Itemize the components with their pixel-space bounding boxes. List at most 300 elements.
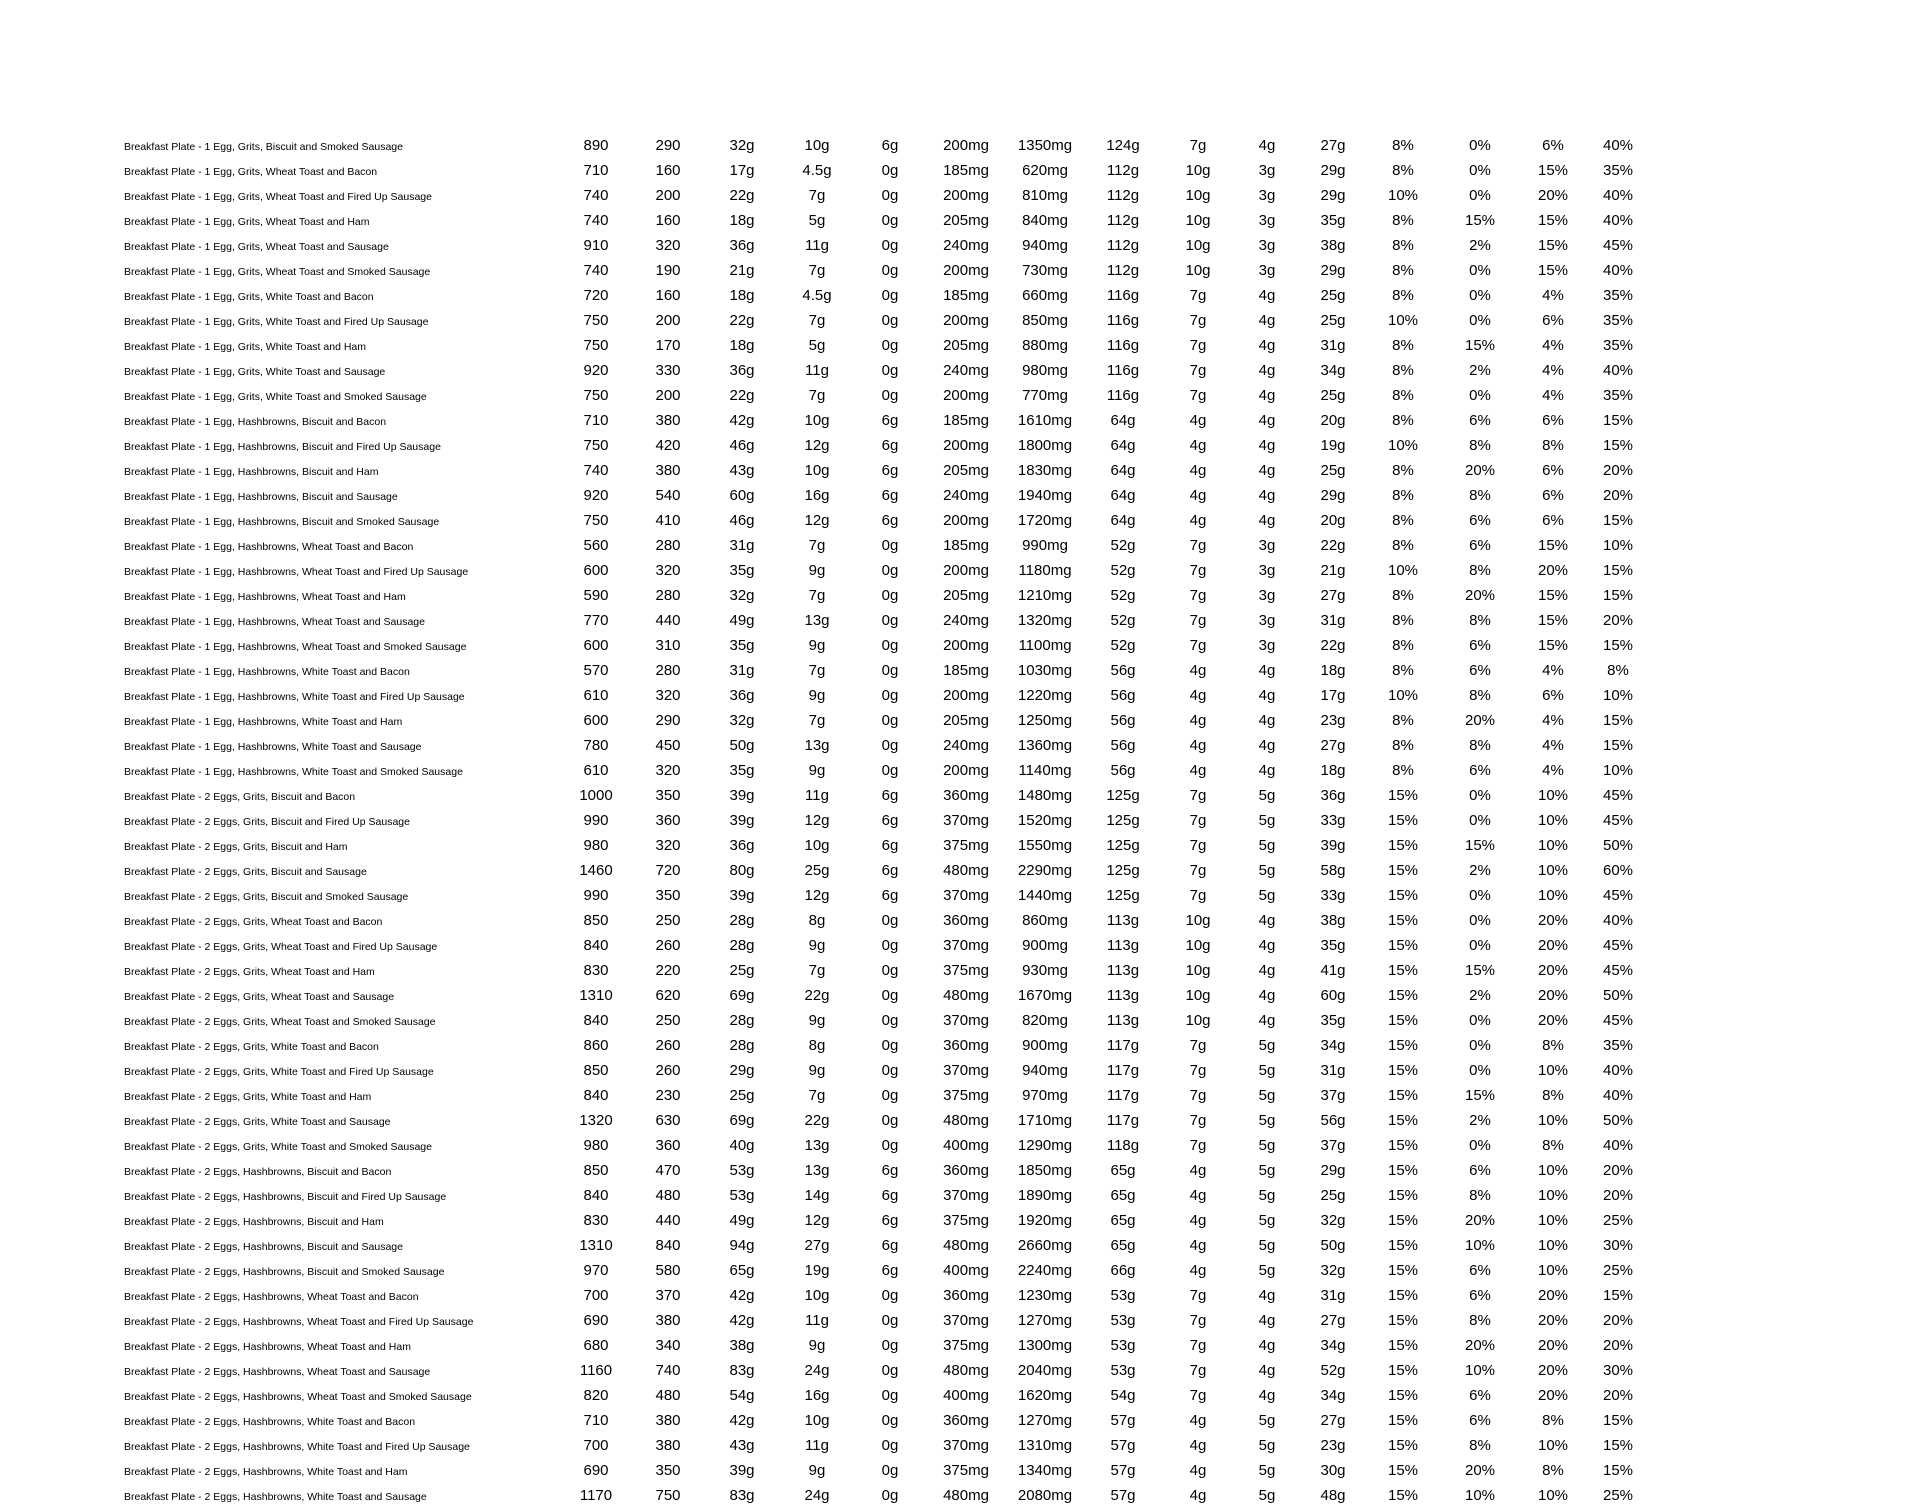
vitamin-c-cell: 2% [1469,986,1491,1004]
fiber-cell: 10g [1185,936,1211,954]
vitamin-a-cell: 15% [1387,1286,1419,1304]
trans-fat-cell: 6g [881,836,899,854]
iron-cell: 40% [1602,136,1634,154]
total-fat-cell: 21g [729,261,755,279]
trans-fat-cell: 6g [881,511,899,529]
vitamin-a-cell: 15% [1387,861,1419,879]
saturated-fat-cell: 10g [804,836,830,854]
iron-cell: 40% [1602,1136,1634,1154]
sugars-cell: 4g [1258,136,1276,154]
trans-fat-cell: 0g [881,1286,899,1304]
cholesterol-cell: 200mg [943,511,989,529]
saturated-fat-cell: 7g [808,386,826,404]
fiber-cell: 7g [1189,561,1207,579]
fiber-cell: 7g [1189,311,1207,329]
fiber-cell: 7g [1189,1386,1207,1404]
fiber-cell: 7g [1189,836,1207,854]
fiber-cell: 4g [1189,761,1207,779]
fat-calories-cell: 380 [655,461,681,479]
saturated-fat-cell: 12g [804,811,830,829]
table-row [124,458,1650,483]
total-fat-cell: 32g [729,136,755,154]
calcium-cell: 15% [1537,161,1569,179]
saturated-fat-cell: 10g [804,461,830,479]
carbohydrates-cell: 113g [1106,986,1140,1004]
sodium-cell: 1830mg [1017,461,1073,479]
item-name-cell: Breakfast Plate - 1 Egg, Hashbrowns, Biscuit and Sausage [124,491,398,503]
sodium-cell: 1720mg [1017,511,1073,529]
cholesterol-cell: 480mg [943,986,989,1004]
sugars-cell: 5g [1258,1186,1276,1204]
sodium-cell: 1520mg [1017,811,1073,829]
table-row [124,1033,1650,1058]
iron-cell: 15% [1602,736,1634,754]
vitamin-a-cell: 10% [1387,561,1419,579]
cholesterol-cell: 240mg [943,611,989,629]
sodium-cell: 1890mg [1017,1186,1073,1204]
sugars-cell: 3g [1258,236,1276,254]
calories-cell: 770 [583,611,609,629]
protein-cell: 56g [1320,1111,1346,1129]
fiber-cell: 4g [1189,1186,1207,1204]
iron-cell: 15% [1602,586,1634,604]
sugars-cell: 4g [1258,711,1276,729]
total-fat-cell: 35g [729,761,755,779]
item-name-cell: Breakfast Plate - 2 Eggs, Grits, Biscuit and Bacon [124,791,356,803]
fat-calories-cell: 360 [655,811,681,829]
fiber-cell: 7g [1189,586,1207,604]
table-row [124,808,1650,833]
table-row [124,1458,1650,1483]
sodium-cell: 860mg [1022,911,1068,929]
cholesterol-cell: 360mg [943,1286,989,1304]
calcium-cell: 4% [1542,286,1564,304]
fiber-cell: 7g [1189,386,1207,404]
trans-fat-cell: 6g [881,786,899,804]
vitamin-a-cell: 8% [1392,211,1414,229]
fiber-cell: 4g [1189,436,1207,454]
vitamin-a-cell: 15% [1387,1086,1419,1104]
sodium-cell: 1440mg [1017,886,1073,904]
calcium-cell: 4% [1542,336,1564,354]
saturated-fat-cell: 5g [808,336,826,354]
calories-cell: 890 [583,136,609,154]
protein-cell: 29g [1320,1161,1346,1179]
table-row [124,933,1650,958]
vitamin-c-cell: 10% [1464,1361,1496,1379]
vitamin-a-cell: 10% [1387,186,1419,204]
cholesterol-cell: 200mg [943,636,989,654]
calories-cell: 740 [583,186,609,204]
saturated-fat-cell: 5g [808,211,826,229]
carbohydrates-cell: 56g [1110,761,1136,779]
fat-calories-cell: 290 [655,136,681,154]
calcium-cell: 6% [1542,411,1564,429]
table-row [124,258,1650,283]
fat-calories-cell: 160 [655,286,681,304]
protein-cell: 29g [1320,261,1346,279]
cholesterol-cell: 200mg [943,311,989,329]
vitamin-a-cell: 15% [1387,986,1419,1004]
iron-cell: 40% [1602,911,1634,929]
cholesterol-cell: 480mg [943,1361,989,1379]
sugars-cell: 3g [1258,636,1276,654]
fat-calories-cell: 380 [655,1436,681,1454]
saturated-fat-cell: 11g [805,361,829,379]
calcium-cell: 15% [1537,611,1569,629]
sodium-cell: 980mg [1022,361,1068,379]
cholesterol-cell: 360mg [943,1036,989,1054]
calories-cell: 860 [583,1036,609,1054]
fat-calories-cell: 200 [655,311,681,329]
calcium-cell: 4% [1542,361,1564,379]
fiber-cell: 4g [1189,1261,1207,1279]
trans-fat-cell: 6g [881,486,899,504]
sugars-cell: 4g [1258,936,1276,954]
trans-fat-cell: 0g [881,736,899,754]
carbohydrates-cell: 116g [1106,336,1140,354]
calcium-cell: 10% [1537,861,1569,879]
carbohydrates-cell: 53g [1110,1286,1136,1304]
saturated-fat-cell: 7g [808,711,826,729]
calcium-cell: 20% [1537,1011,1569,1029]
sugars-cell: 4g [1258,511,1276,529]
calories-cell: 710 [583,411,609,429]
sugars-cell: 4g [1258,361,1276,379]
table-row [124,408,1650,433]
sugars-cell: 4g [1258,961,1276,979]
trans-fat-cell: 6g [881,1211,899,1229]
iron-cell: 40% [1602,261,1634,279]
fiber-cell: 4g [1189,1236,1207,1254]
saturated-fat-cell: 7g [808,261,826,279]
calcium-cell: 10% [1537,886,1569,904]
carbohydrates-cell: 52g [1110,586,1136,604]
vitamin-a-cell: 15% [1387,911,1419,929]
total-fat-cell: 53g [729,1161,755,1179]
vitamin-c-cell: 0% [1469,1061,1491,1079]
sugars-cell: 4g [1258,911,1276,929]
iron-cell: 40% [1602,211,1634,229]
carbohydrates-cell: 117g [1106,1036,1140,1054]
iron-cell: 30% [1602,1361,1634,1379]
iron-cell: 8% [1607,661,1629,679]
fiber-cell: 10g [1185,986,1211,1004]
vitamin-a-cell: 8% [1392,286,1414,304]
protein-cell: 23g [1320,711,1346,729]
iron-cell: 45% [1602,936,1634,954]
carbohydrates-cell: 117g [1106,1111,1140,1129]
sodium-cell: 1300mg [1017,1336,1073,1354]
calcium-cell: 20% [1537,1311,1569,1329]
vitamin-c-cell: 8% [1469,1436,1491,1454]
sodium-cell: 2660mg [1017,1236,1073,1254]
vitamin-c-cell: 6% [1469,511,1491,529]
table-row [124,1383,1650,1408]
trans-fat-cell: 6g [881,461,899,479]
calcium-cell: 15% [1537,636,1569,654]
iron-cell: 25% [1602,1261,1634,1279]
table-row [124,1008,1650,1033]
vitamin-c-cell: 6% [1469,1261,1491,1279]
table-row [124,1283,1650,1308]
vitamin-c-cell: 0% [1469,1036,1491,1054]
fat-calories-cell: 720 [655,861,681,879]
vitamin-c-cell: 8% [1469,736,1491,754]
protein-cell: 38g [1320,911,1346,929]
saturated-fat-cell: 7g [808,536,826,554]
protein-cell: 18g [1320,761,1346,779]
calcium-cell: 4% [1542,661,1564,679]
item-name-cell: Breakfast Plate - 2 Eggs, Hashbrowns, Wheat Toast and Smoked Sausage [124,1391,472,1403]
saturated-fat-cell: 4.5g [802,161,832,179]
saturated-fat-cell: 14g [804,1186,830,1204]
vitamin-a-cell: 15% [1387,811,1419,829]
calcium-cell: 15% [1537,236,1569,254]
item-name-cell: Breakfast Plate - 2 Eggs, Grits, White Toast and Smoked Sausage [124,1141,432,1153]
total-fat-cell: 17g [729,161,755,179]
saturated-fat-cell: 10g [804,136,830,154]
fiber-cell: 4g [1189,736,1207,754]
cholesterol-cell: 370mg [943,1311,989,1329]
calories-cell: 980 [583,836,609,854]
protein-cell: 27g [1320,586,1346,604]
calories-cell: 840 [583,936,609,954]
sodium-cell: 1800mg [1017,436,1073,454]
total-fat-cell: 69g [729,986,755,1004]
saturated-fat-cell: 27g [804,1236,830,1254]
trans-fat-cell: 0g [881,186,899,204]
fat-calories-cell: 580 [655,1261,681,1279]
vitamin-a-cell: 15% [1387,1411,1419,1429]
total-fat-cell: 36g [729,236,755,254]
calories-cell: 600 [583,561,609,579]
trans-fat-cell: 0g [881,311,899,329]
iron-cell: 40% [1602,361,1634,379]
saturated-fat-cell: 9g [808,1061,826,1079]
carbohydrates-cell: 56g [1110,736,1136,754]
fat-calories-cell: 260 [655,1061,681,1079]
carbohydrates-cell: 112g [1106,236,1140,254]
vitamin-c-cell: 8% [1469,1311,1491,1329]
calories-cell: 820 [583,1386,609,1404]
protein-cell: 27g [1320,1411,1346,1429]
calories-cell: 600 [583,711,609,729]
calcium-cell: 10% [1537,811,1569,829]
iron-cell: 15% [1602,1461,1634,1479]
calcium-cell: 15% [1537,261,1569,279]
calcium-cell: 8% [1542,1461,1564,1479]
fat-calories-cell: 160 [655,211,681,229]
table-row [124,1483,1650,1508]
carbohydrates-cell: 64g [1110,461,1136,479]
table-row [124,1233,1650,1258]
calories-cell: 830 [583,961,609,979]
saturated-fat-cell: 9g [808,1336,826,1354]
cholesterol-cell: 375mg [943,1336,989,1354]
vitamin-a-cell: 8% [1392,761,1414,779]
item-name-cell: Breakfast Plate - 2 Eggs, Grits, Wheat Toast and Smoked Sausage [124,1016,436,1028]
vitamin-c-cell: 0% [1469,1011,1491,1029]
table-row [124,433,1650,458]
calories-cell: 850 [583,1061,609,1079]
sugars-cell: 4g [1258,1286,1276,1304]
table-row [124,183,1650,208]
iron-cell: 15% [1602,411,1634,429]
cholesterol-cell: 370mg [943,1061,989,1079]
sodium-cell: 1290mg [1017,1136,1073,1154]
protein-cell: 22g [1320,536,1346,554]
sugars-cell: 5g [1258,1261,1276,1279]
sugars-cell: 5g [1258,1211,1276,1229]
sodium-cell: 1310mg [1017,1436,1073,1454]
vitamin-c-cell: 0% [1469,136,1491,154]
vitamin-c-cell: 6% [1469,411,1491,429]
protein-cell: 32g [1320,1261,1346,1279]
carbohydrates-cell: 57g [1110,1461,1136,1479]
fat-calories-cell: 740 [655,1361,681,1379]
cholesterol-cell: 200mg [943,561,989,579]
saturated-fat-cell: 9g [808,1011,826,1029]
iron-cell: 45% [1602,886,1634,904]
item-name-cell: Breakfast Plate - 2 Eggs, Grits, White Toast and Fired Up Sausage [124,1066,434,1078]
item-name-cell: Breakfast Plate - 1 Egg, Grits, White Toast and Fired Up Sausage [124,316,429,328]
table-row [124,833,1650,858]
sodium-cell: 1480mg [1017,786,1073,804]
saturated-fat-cell: 11g [805,1311,829,1329]
sugars-cell: 4g [1258,1311,1276,1329]
cholesterol-cell: 360mg [943,1161,989,1179]
sodium-cell: 1620mg [1017,1386,1073,1404]
iron-cell: 60% [1602,861,1634,879]
fat-calories-cell: 320 [655,761,681,779]
saturated-fat-cell: 12g [804,511,830,529]
cholesterol-cell: 185mg [943,161,989,179]
table-row [124,308,1650,333]
vitamin-c-cell: 8% [1469,436,1491,454]
saturated-fat-cell: 7g [808,586,826,604]
cholesterol-cell: 200mg [943,761,989,779]
vitamin-c-cell: 0% [1469,886,1491,904]
table-row [124,1433,1650,1458]
saturated-fat-cell: 11g [805,236,829,254]
carbohydrates-cell: 124g [1106,136,1140,154]
fat-calories-cell: 340 [655,1336,681,1354]
fat-calories-cell: 440 [655,611,681,629]
total-fat-cell: 32g [729,586,755,604]
vitamin-a-cell: 8% [1392,386,1414,404]
calcium-cell: 20% [1537,961,1569,979]
sodium-cell: 2240mg [1017,1261,1073,1279]
fat-calories-cell: 200 [655,186,681,204]
sodium-cell: 1250mg [1017,711,1073,729]
calories-cell: 690 [583,1311,609,1329]
table-row [124,683,1650,708]
fiber-cell: 10g [1185,961,1211,979]
total-fat-cell: 83g [729,1486,755,1504]
fat-calories-cell: 320 [655,686,681,704]
cholesterol-cell: 370mg [943,811,989,829]
sodium-cell: 2040mg [1017,1361,1073,1379]
vitamin-a-cell: 15% [1387,1236,1419,1254]
fat-calories-cell: 370 [655,1286,681,1304]
item-name-cell: Breakfast Plate - 2 Eggs, Hashbrowns, White Toast and Sausage [124,1491,427,1503]
item-name-cell: Breakfast Plate - 2 Eggs, Hashbrowns, Wheat Toast and Ham [124,1341,411,1353]
fat-calories-cell: 280 [655,661,681,679]
sodium-cell: 1270mg [1017,1311,1073,1329]
saturated-fat-cell: 12g [804,436,830,454]
protein-cell: 31g [1320,336,1346,354]
protein-cell: 36g [1320,786,1346,804]
calories-cell: 710 [583,1411,609,1429]
calcium-cell: 6% [1542,136,1564,154]
protein-cell: 29g [1320,161,1346,179]
carbohydrates-cell: 113g [1106,936,1140,954]
fiber-cell: 4g [1189,661,1207,679]
table-row [124,283,1650,308]
fiber-cell: 7g [1189,861,1207,879]
sodium-cell: 1550mg [1017,836,1073,854]
vitamin-a-cell: 15% [1387,1311,1419,1329]
carbohydrates-cell: 65g [1110,1186,1136,1204]
table-row [124,758,1650,783]
item-name-cell: Breakfast Plate - 1 Egg, Hashbrowns, White Toast and Bacon [124,666,410,678]
table-row [124,1083,1650,1108]
calories-cell: 600 [583,636,609,654]
cholesterol-cell: 400mg [943,1261,989,1279]
total-fat-cell: 49g [729,611,755,629]
vitamin-c-cell: 0% [1469,936,1491,954]
calcium-cell: 10% [1537,1061,1569,1079]
carbohydrates-cell: 125g [1106,786,1140,804]
sugars-cell: 4g [1258,1336,1276,1354]
sugars-cell: 4g [1258,761,1276,779]
vitamin-c-cell: 2% [1469,1111,1491,1129]
iron-cell: 20% [1602,461,1634,479]
fat-calories-cell: 350 [655,886,681,904]
cholesterol-cell: 200mg [943,386,989,404]
trans-fat-cell: 0g [881,236,899,254]
total-fat-cell: 54g [729,1386,755,1404]
fat-calories-cell: 410 [655,511,681,529]
trans-fat-cell: 0g [881,1061,899,1079]
fiber-cell: 4g [1189,511,1207,529]
calcium-cell: 6% [1542,511,1564,529]
fiber-cell: 4g [1189,486,1207,504]
table-row [124,983,1650,1008]
carbohydrates-cell: 113g [1106,1011,1140,1029]
cholesterol-cell: 360mg [943,1411,989,1429]
total-fat-cell: 83g [729,1361,755,1379]
fat-calories-cell: 480 [655,1186,681,1204]
trans-fat-cell: 0g [881,536,899,554]
total-fat-cell: 39g [729,786,755,804]
fat-calories-cell: 220 [655,961,681,979]
vitamin-c-cell: 0% [1469,311,1491,329]
sugars-cell: 3g [1258,611,1276,629]
table-row [124,1408,1650,1433]
item-name-cell: Breakfast Plate - 1 Egg, Hashbrowns, Wheat Toast and Ham [124,591,406,603]
iron-cell: 35% [1602,311,1634,329]
fat-calories-cell: 440 [655,1211,681,1229]
sugars-cell: 4g [1258,661,1276,679]
total-fat-cell: 60g [729,486,755,504]
iron-cell: 45% [1602,811,1634,829]
item-name-cell: Breakfast Plate - 2 Eggs, Hashbrowns, Wheat Toast and Bacon [124,1291,419,1303]
saturated-fat-cell: 9g [808,761,826,779]
vitamin-a-cell: 8% [1392,711,1414,729]
carbohydrates-cell: 65g [1110,1161,1136,1179]
